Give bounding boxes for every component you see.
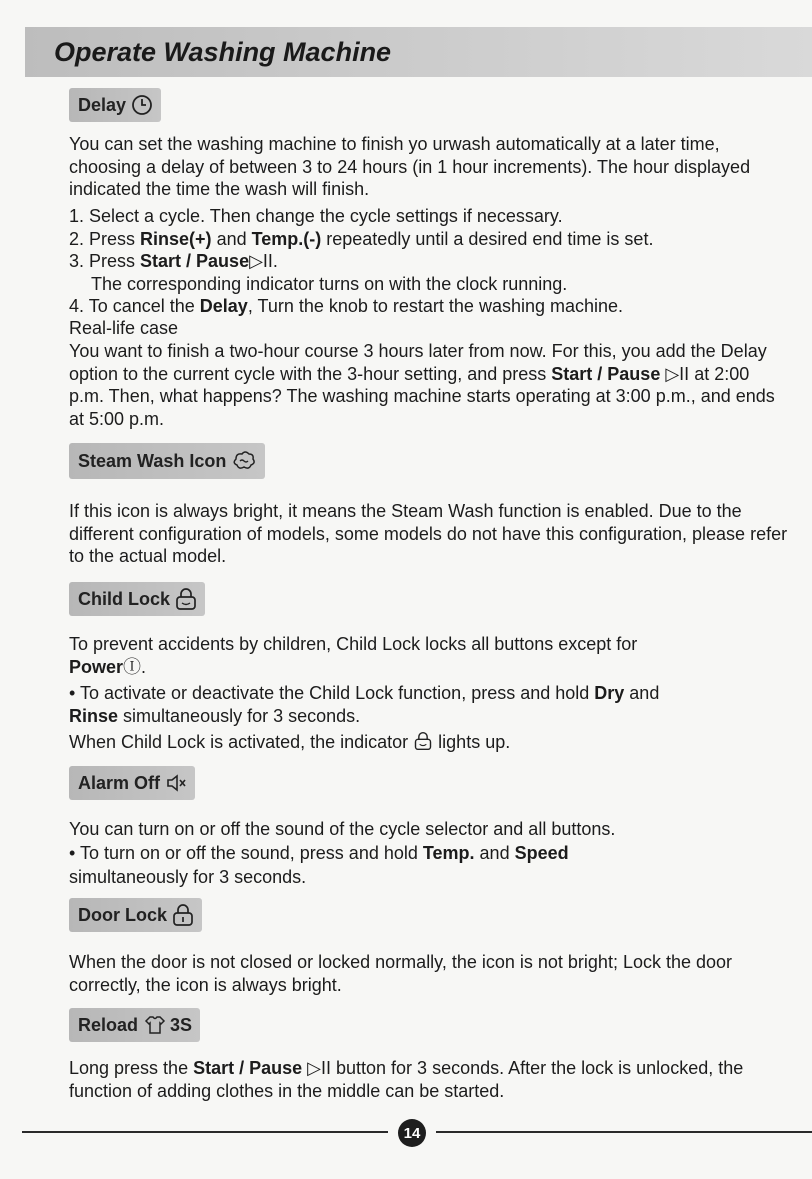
case-text: You want to finish a two-hour course 3 hours later from now. For this, you add the Delay option to the current cycle with the 3-hour setting, and press Start / Pause ▷II at 2:00 p.m. Then, what happens? The washing machine starts operating at 3:00 p.m., and ends at 5:00 p.m.	[69, 341, 775, 429]
alarm-off-label: Alarm Off	[69, 766, 195, 800]
mute-icon	[165, 773, 187, 793]
child-lock-line-1: To prevent accidents by children, Child Lock locks all buttons except for	[69, 634, 638, 654]
steam-icon	[231, 449, 257, 473]
alarm-line-1: You can turn on or off the sound of the cycle selector and all buttons.	[69, 819, 616, 839]
footer-rule-left	[22, 1131, 388, 1133]
child-lock-indicator-icon	[413, 731, 433, 757]
delay-step-1: 1. Select a cycle. Then change the cycle settings if necessary.	[69, 206, 563, 226]
door-lock-text: When the door is not closed or locked normally, the icon is not bright; Lock the door correctly, the icon is always bright.	[69, 952, 733, 995]
delay-label: Delay	[69, 88, 161, 122]
child-lock-bullet: • To activate or deactivate the Child Lock function, press and hold Dry and Rinse simultaneously for 3 seconds.	[69, 683, 660, 726]
child-lock-icon	[175, 587, 197, 611]
clock-icon	[131, 94, 153, 116]
case-heading: Real-life case	[69, 318, 179, 338]
child-lock-label: Child Lock	[69, 582, 205, 616]
reload-shirt-icon	[143, 1014, 167, 1036]
alarm-bullet: • To turn on or off the sound, press and hold Temp. and Speed	[69, 843, 569, 863]
delay-intro: You can set the washing machine to finish yo urwash automatically at a later time, choosing a delay of between 3 to 24 hours (in 1 hour increments). The hour displayed indicated the time the wash will finish.	[69, 134, 751, 199]
delay-step-2: 2. Press Rinse(+) and Temp.(-) repeatedly until a desired end time is set.	[69, 229, 654, 249]
steam-text: If this icon is always bright, it means the Steam Wash function is enabled. Due to the different configuration of models, some models do not have this configuration, please refer to the actual model.	[69, 501, 788, 566]
delay-step-4: 4. To cancel the Delay, Turn the knob to restart the washing machine.	[69, 296, 624, 316]
delay-step-3-note: The corresponding indicator turns on with the clock running.	[91, 274, 568, 294]
child-lock-activated: When Child Lock is activated, the indicator lights up.	[69, 731, 789, 757]
footer-rule-right	[436, 1131, 812, 1133]
reload-label: Reload 3S	[69, 1008, 200, 1042]
steam-wash-label: Steam Wash Icon	[69, 443, 265, 479]
child-lock-power: PowerⒾ.	[69, 657, 147, 677]
reload-text: Long press the Start / Pause ▷II button for 3 seconds. After the lock is unlocked, the function of adding clothes in the middle can be started.	[69, 1058, 744, 1101]
delay-step-3: 3. Press Start / Pause▷II.	[69, 251, 278, 271]
alarm-line-3: simultaneously for 3 seconds.	[69, 867, 307, 887]
door-lock-label: Door Lock	[69, 898, 202, 932]
page-title: Operate Washing Machine	[54, 37, 392, 67]
door-lock-icon	[172, 903, 194, 927]
page-number: 14	[398, 1119, 426, 1147]
